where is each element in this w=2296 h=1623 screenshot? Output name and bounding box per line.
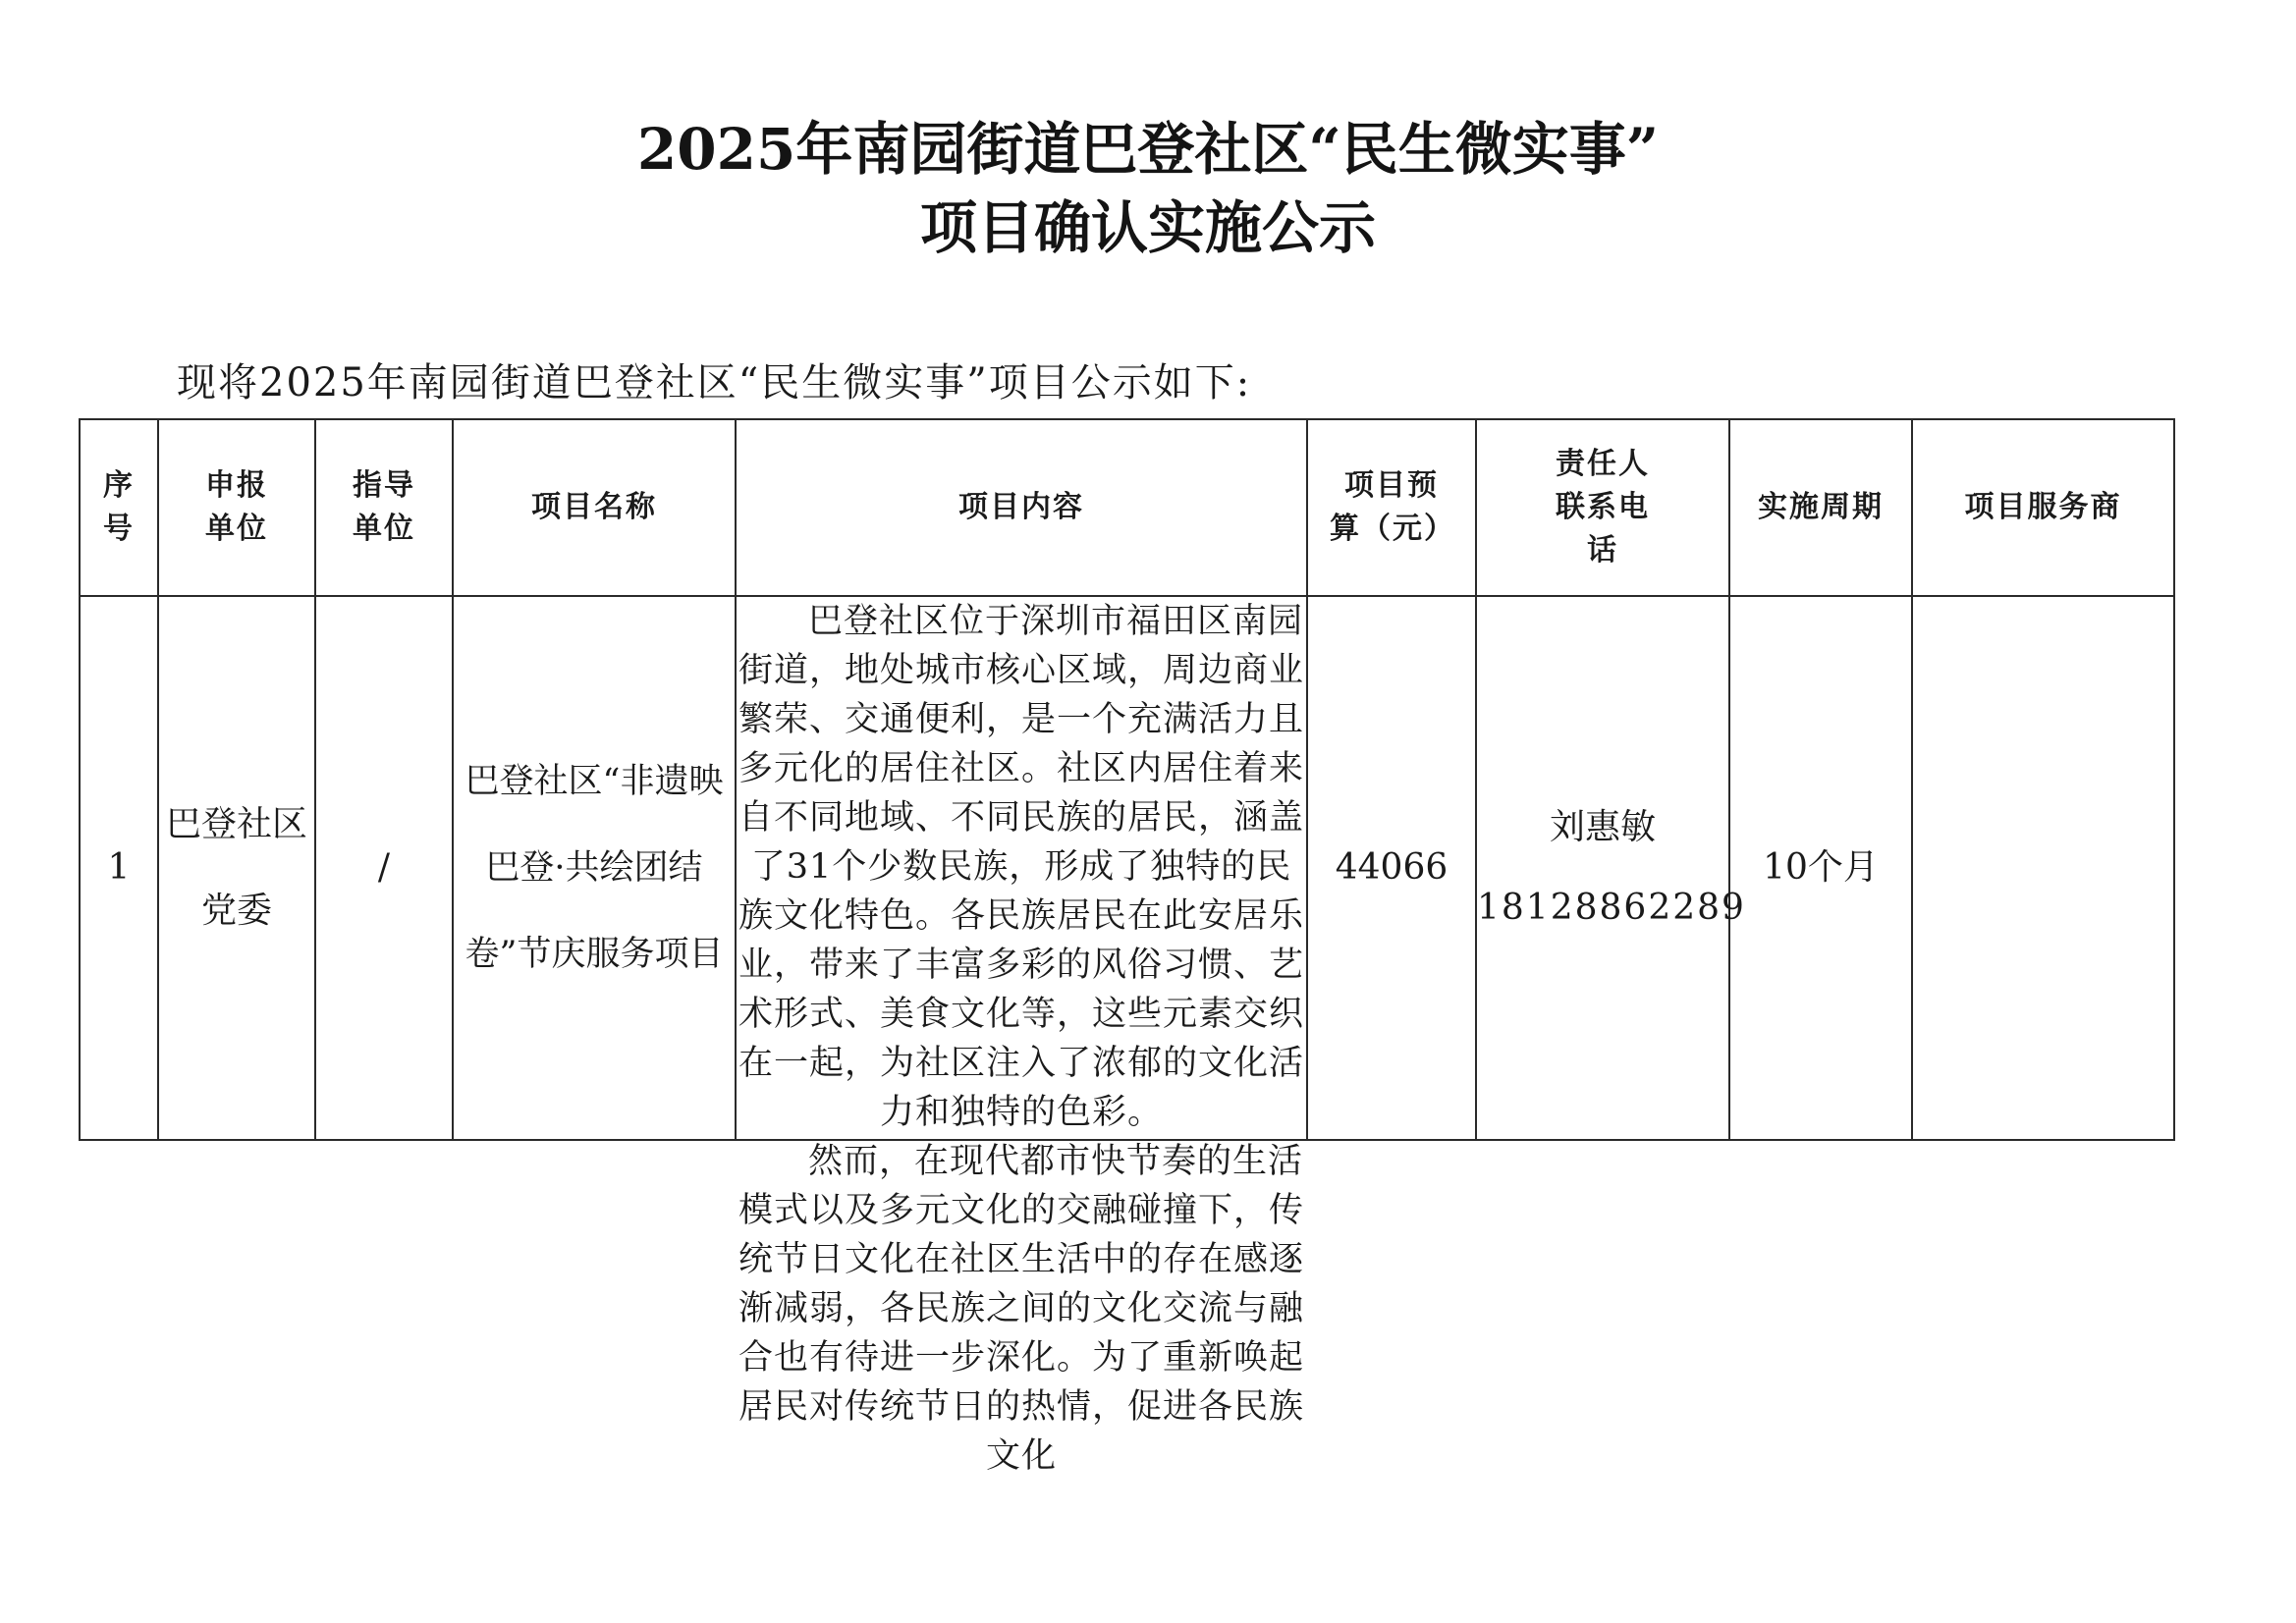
content-clip (737, 597, 1306, 1476)
col-header-label: 指导单位 (353, 468, 415, 546)
cell-budget: 44066 (1307, 596, 1476, 1140)
content-paragraph-1: 巴登社区位于深圳市福田区南园街道，地处城市核心区域，周边商业繁荣、交通便利，是一个充满活力且多元化的居住社区。社区内居住着来自不同地域、不同民族的居民，涵盖了31个少数民族，形成了独特的民族文化特色。各民族居民在此安居乐业，带来了丰富多彩的风俗习惯、艺术形式、美食文化等，这些元素交织在一起，为社区注入了浓郁的文化活力和独特的色彩。 (738, 602, 1304, 1132)
col-header-guide (315, 419, 453, 596)
col-header-applicant (158, 419, 315, 596)
table-header (80, 419, 2174, 596)
announcement-table (79, 418, 2175, 1476)
cell-guide: / (315, 596, 453, 1140)
col-header-contact (1476, 419, 1729, 596)
cell-project-content (736, 596, 1307, 1476)
col-header-label: 序号 (103, 468, 135, 546)
col-header-label: 责任人联系电话 (1556, 447, 1650, 568)
col-header-label: 项目预算（元） (1330, 468, 1455, 546)
col-header-content (736, 419, 1307, 596)
intro-text: 现将2025年南园街道巴登社区“民生微实事”项目公示如下: (177, 360, 1252, 406)
col-header-label: 项目服务商 (1964, 490, 2122, 524)
col-header-label: 项目内容 (958, 490, 1084, 524)
cell-applicant: 巴登社区党委 (158, 596, 315, 1140)
col-header-label: 申报单位 (205, 468, 268, 546)
header-row (80, 419, 2174, 596)
col-header-budget (1307, 419, 1476, 596)
col-header-index (80, 419, 158, 596)
cell-contact (1476, 596, 1746, 1140)
document-title-line2: 项目确认实施公示 (919, 194, 1376, 261)
document-title-line1: 2025年南园街道巴登社区“民生微实事” (636, 116, 1660, 183)
col-header-provider (1912, 419, 2174, 596)
content-paragraph-2: 然而，在现代都市快节奏的生活模式以及多元文化的交融碰撞下，传统节日文化在社区生活中的存在感逐渐减弱，各民族之间的文化交流与融合也有待进一步深化。为了重新唤起居民对传统节日的热情，促进各民族文化 (738, 1142, 1304, 1476)
col-header-period (1729, 419, 1912, 596)
col-header-label: 项目名称 (531, 490, 657, 524)
col-header-name (453, 419, 736, 596)
contact-name: 刘惠敏 (1549, 807, 1656, 847)
contact-phone: 18128862289 (1477, 888, 1746, 928)
cell-provider (1912, 596, 2174, 1140)
cell-project-name: 巴登社区“非遗映巴登·共绘团结卷”节庆服务项目 (453, 596, 736, 1140)
cell-index: 1 (80, 596, 158, 1140)
table-row (80, 596, 2174, 1140)
cell-period: 10个月 (1729, 596, 1912, 1140)
col-header-label: 实施周期 (1758, 490, 1884, 524)
